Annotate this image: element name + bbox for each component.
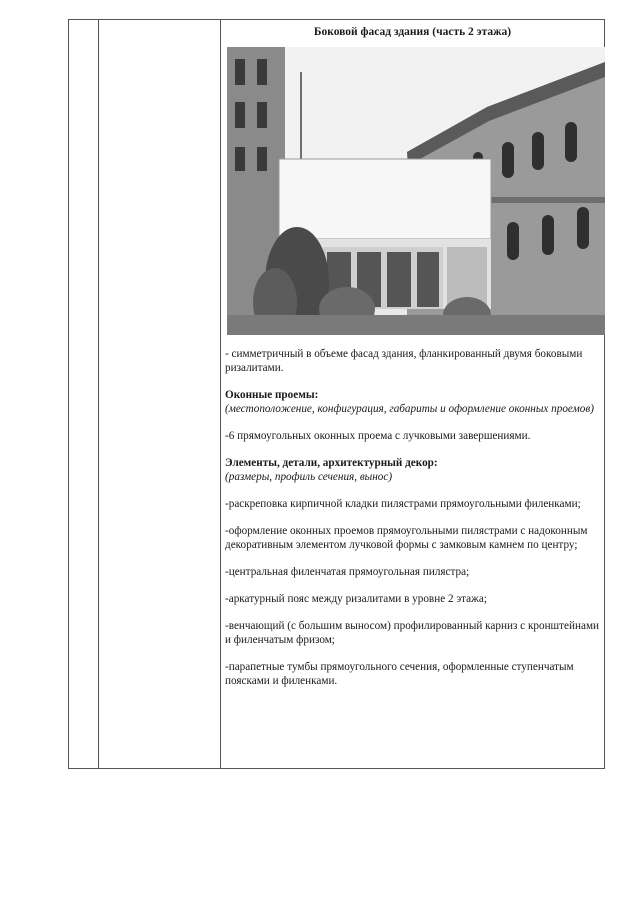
decor-item: -центральная филенчатая прямоугольная пилястра; (225, 566, 470, 578)
windows-text: -6 прямоугольных оконных проема с лучковыми завершениями. (225, 430, 531, 442)
decor-item: -аркатурный пояс между ризалитами в уровне 2 этажа; (225, 593, 487, 605)
table-column-divider (98, 20, 99, 768)
windows-subheading: (местоположение, конфигурация, габариты и оформление оконных проемов) (225, 403, 594, 415)
windows-heading: Оконные проемы: (225, 389, 319, 401)
intro-text: - симметричный в объеме фасад здания, фланкированный двумя боковыми ризалитами. (225, 348, 583, 374)
decor-item: -парапетные тумбы прямоугольного сечения, оформленные ступенчатым поясками и филенками. (225, 661, 574, 687)
section-title: Боковой фасад здания (часть 2 этажа) (313, 26, 512, 38)
decor-subheading: (размеры, профиль сечения, вынос) (225, 471, 393, 483)
table-column-divider (220, 20, 221, 768)
decor-item: -оформление оконных проемов прямоугольными пилястрами с надоконным декоративным элементом лучковой формы с замковым камнем по центру; (225, 525, 588, 551)
description-cell (225, 23, 600, 768)
decor-heading: Элементы, детали, архитектурный декор: (225, 457, 438, 469)
document-table (68, 19, 605, 769)
decor-item: -раскреповка кирпичной кладки пилястрами прямоугольными филенками; (225, 498, 581, 510)
building-facade-photo (227, 47, 605, 335)
decor-item: -венчающий (с большим выносом) профилированный карниз с кронштейнами и филенчатым фризом; (225, 620, 600, 646)
